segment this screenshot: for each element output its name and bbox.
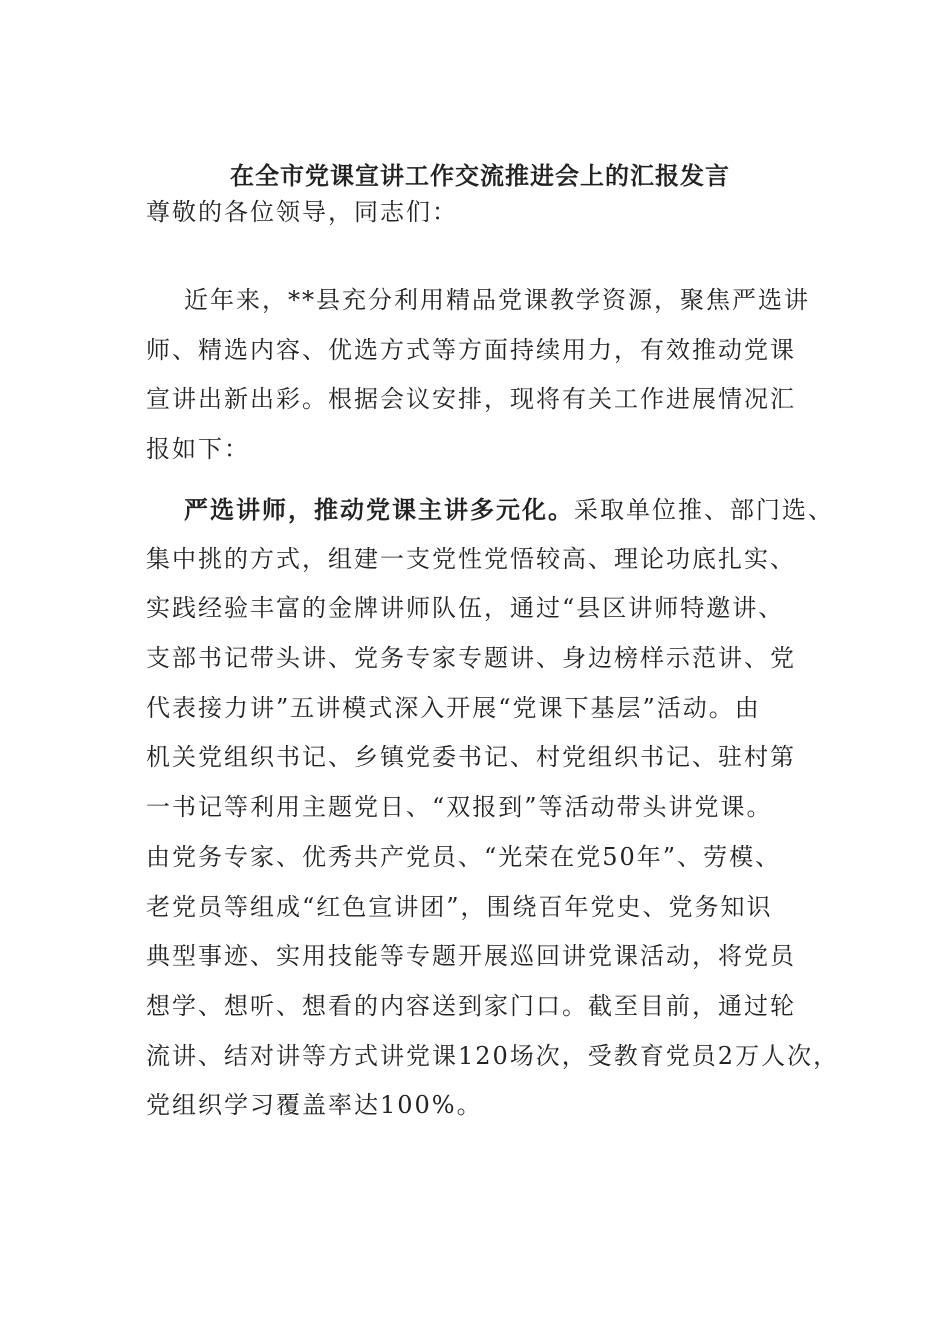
- paragraph-line: 一书记等利用主题党日、“双报到”等活动带头讲党课。: [146, 793, 773, 822]
- paragraph-line: 老党员等组成“红色宣讲团”，围绕百年党史、党务知识: [146, 892, 773, 921]
- paragraph-line: 代表接力讲”五讲模式深入开展“党课下基层”活动。由: [146, 693, 761, 722]
- paragraph-line: 宣讲出新出彩。根据会议安排，现将有关工作进展情况汇: [146, 385, 796, 414]
- paragraph-line: 由党务专家、优秀共产党员、“光荣在党50年”、劳模、: [146, 842, 782, 871]
- paragraph-line: 机关党组织书记、乡镇党委书记、村党组织书记、驻村第: [146, 743, 796, 772]
- paragraph-line: 流讲、结对讲等方式讲党课120场次，受教育党员2万人次，: [146, 1041, 840, 1070]
- document-title: 在全市党课宣讲工作交流推进会上的汇报发言: [230, 161, 730, 190]
- paragraph-lecturers: [146, 485, 840, 1131]
- salutation: 尊敬的各位领导，同志们：: [146, 198, 458, 226]
- paragraph-line: 支部书记带头讲、党务专家专题讲、身边榜样示范讲、党: [146, 644, 796, 673]
- paragraph-line: 想学、想听、想看的内容送到家门口。截至目前，通过轮: [146, 991, 796, 1020]
- paragraph-first-line: [146, 485, 836, 535]
- paragraph-line: 实践经验丰富的金牌讲师队伍，通过“县区讲师特邀讲、: [146, 594, 785, 623]
- section-heading: 严选讲师，推动党课主讲多元化。: [184, 495, 574, 524]
- paragraph-line: 报如下：: [146, 435, 250, 464]
- paragraph-intro: [146, 276, 836, 475]
- paragraph-line: 师、精选内容、优选方式等方面持续用力，有效推动党课: [146, 335, 796, 364]
- paragraph-line: 近年来，**县充分利用精品党课教学资源，聚焦严选讲: [184, 286, 810, 314]
- paragraph-line: 党组织学习覆盖率达100%。: [146, 1091, 483, 1120]
- paragraph-line: 典型事迹、实用技能等专题开展巡回讲党课活动，将党员: [146, 942, 796, 971]
- paragraph-line-rest: 采取单位推、部门选、: [574, 496, 834, 524]
- paragraph-line: 集中挑的方式，组建一支党性党悟较高、理论功底扎实、: [146, 544, 796, 573]
